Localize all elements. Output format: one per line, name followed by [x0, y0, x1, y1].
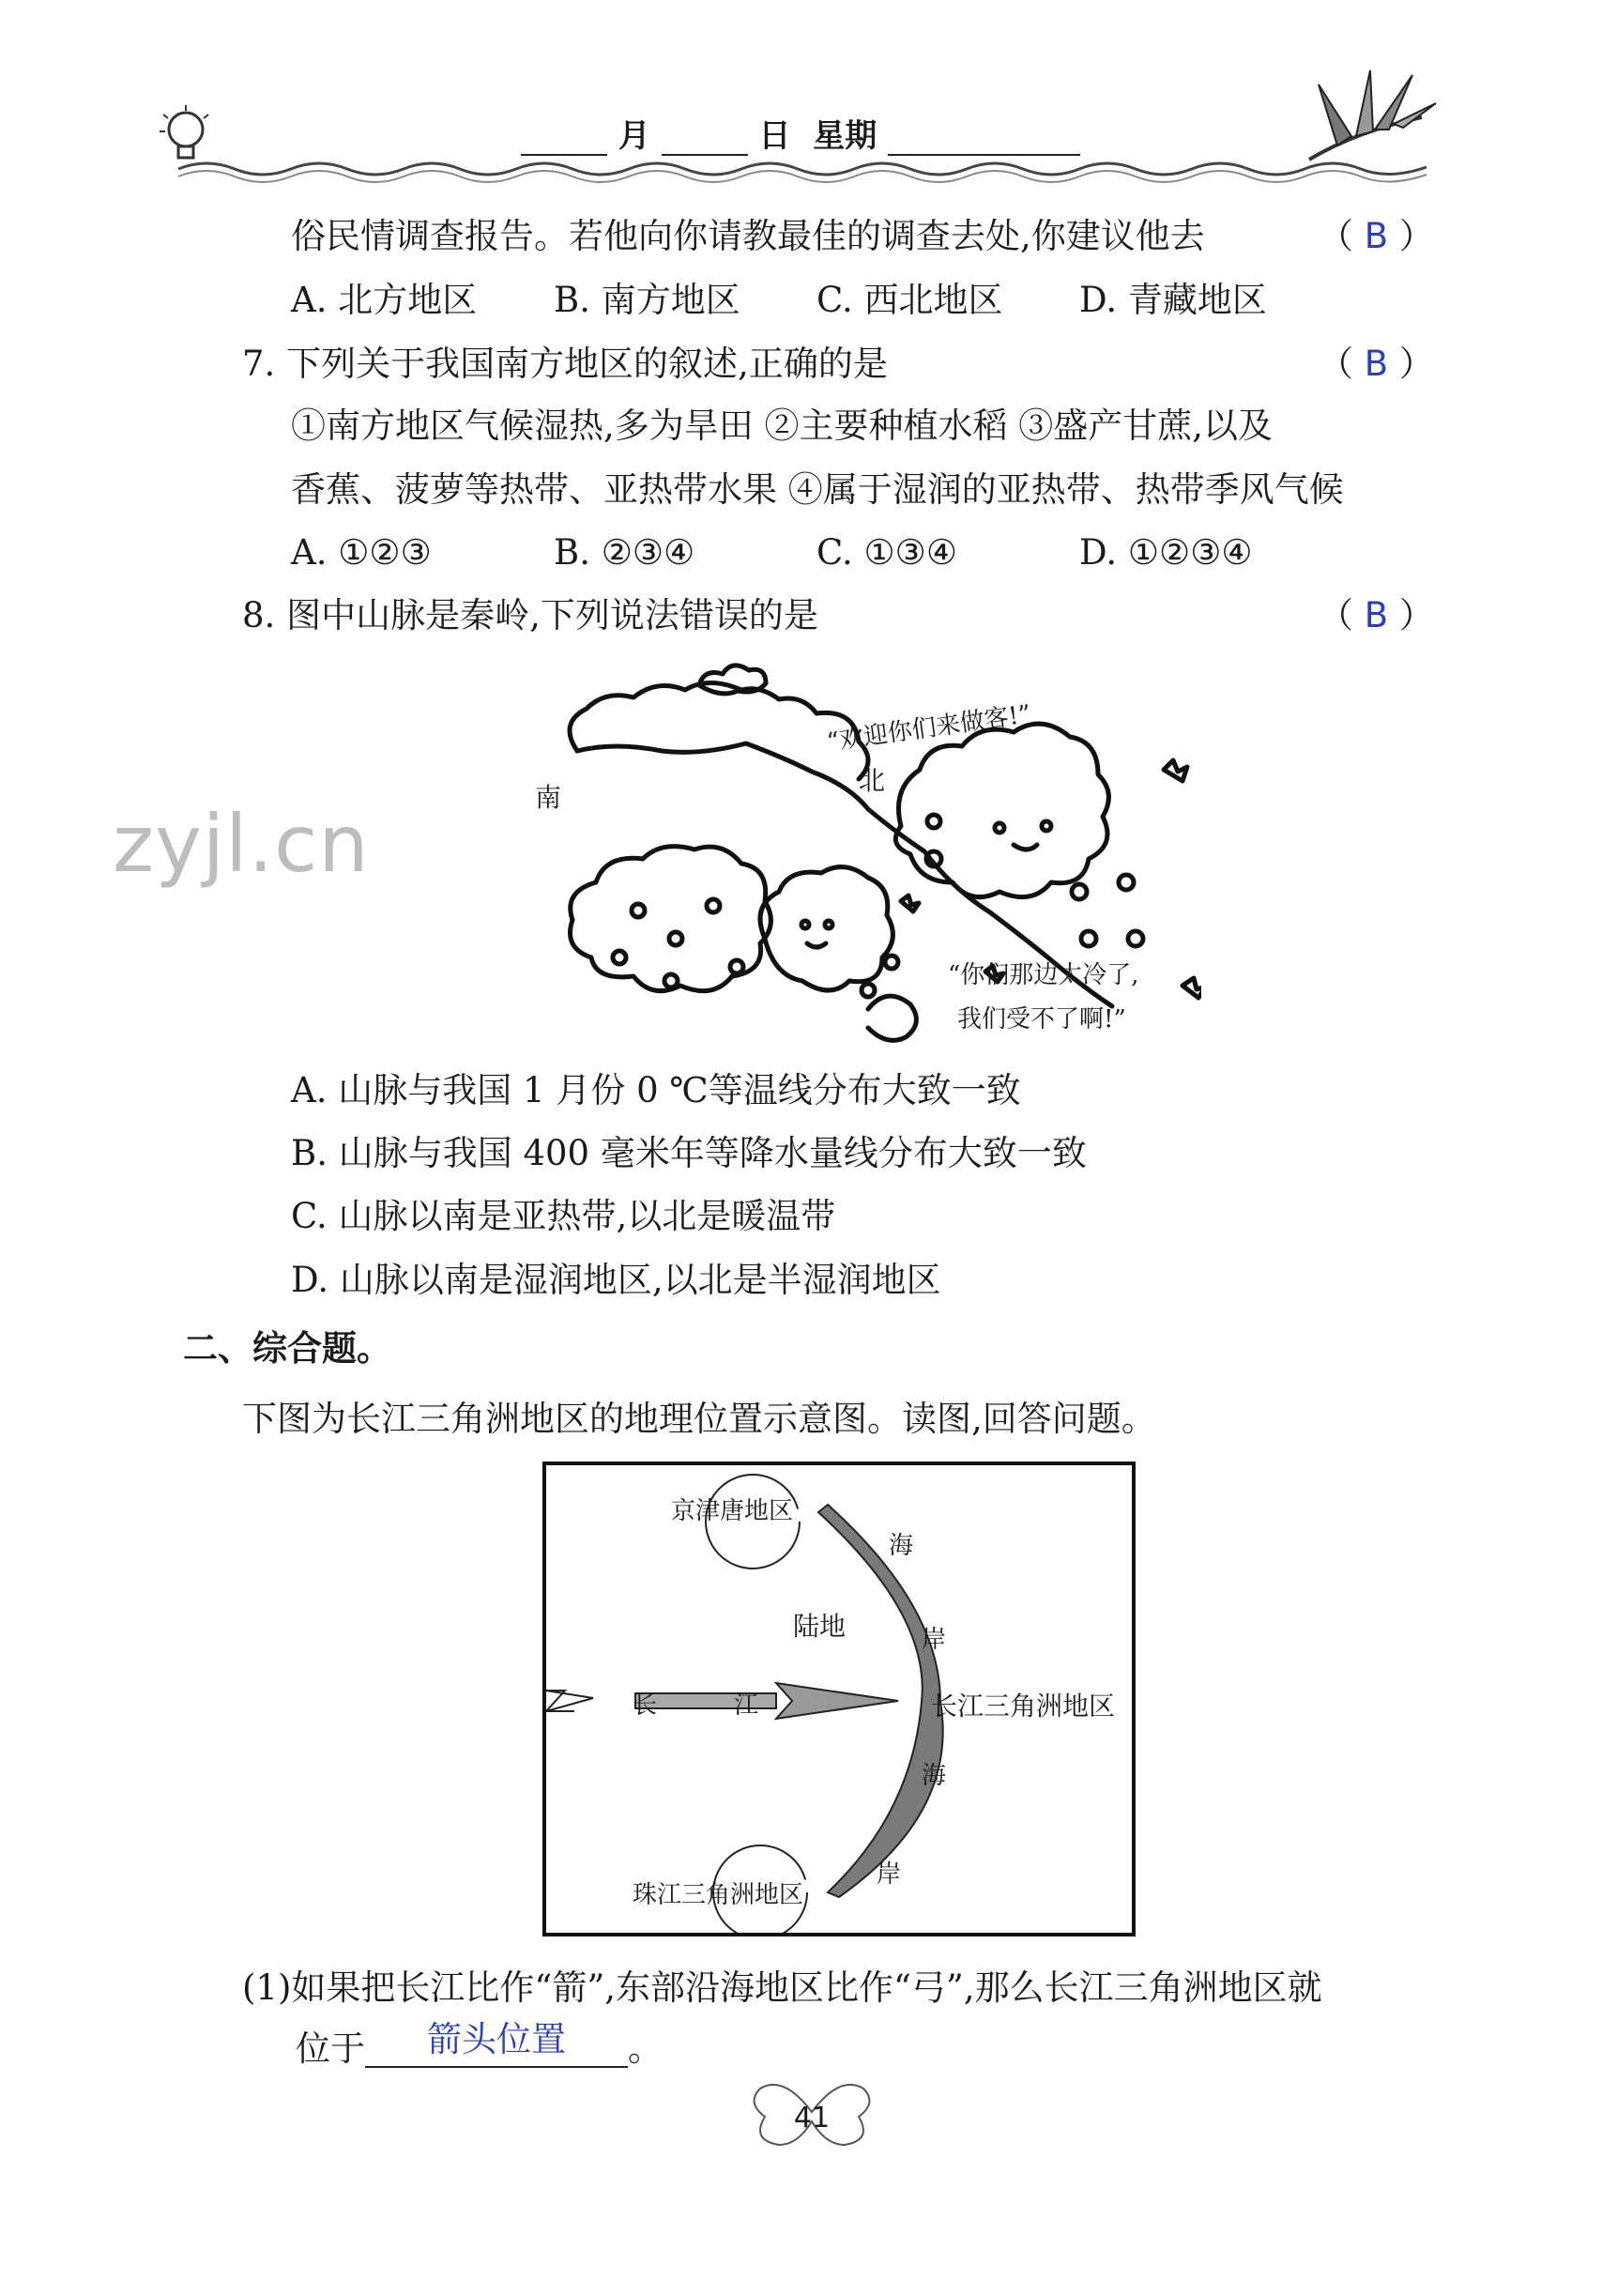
subq1-answer-line	[296, 2019, 663, 2069]
label-sea-1: 海	[889, 1532, 914, 1560]
subq1-prefix: 位于	[296, 2028, 365, 2069]
subq1-blank	[365, 2019, 628, 2068]
location-diagram	[542, 1462, 1136, 1936]
q7-option-d: D. ①②③④	[1079, 532, 1253, 573]
label-yrd: 长江三角洲地区	[931, 1691, 1116, 1722]
page-number: 41	[793, 2102, 831, 2135]
label-prd: 珠江三角洲地区	[633, 1881, 804, 1909]
q8-option-c: C. 山脉以南是亚热带,以北是暖温带	[291, 1196, 836, 1236]
q7-option-b: B. ②③④	[554, 532, 695, 573]
section2-title: 二、综合题。	[183, 1328, 391, 1369]
month-label: 月	[618, 117, 650, 155]
q8-option-b: B. 山脉与我国 400 毫米年等降水量线分布大致一致	[291, 1133, 1087, 1173]
day-blank	[662, 126, 748, 156]
subq1-stem: (1)如果把长江比作“箭”,东部沿海地区比作“弓”,那么长江三角洲地区就	[242, 1967, 1322, 2008]
lightbulb-icon	[158, 103, 214, 174]
label-north: 北	[859, 765, 886, 796]
q8-answer-bracket: （ B ）	[1319, 595, 1434, 635]
subq1-answer: 箭头位置	[427, 2019, 566, 2059]
q7-statement-line1: ①南方地区气候湿热,多为旱田 ②主要种植水稻 ③盛产甘蔗,以及	[291, 406, 1274, 446]
page-header	[0, 0, 1617, 188]
q6-option-b: B. 南方地区	[554, 280, 740, 320]
weekday-label: 星期	[813, 117, 877, 155]
q7-statement-line2: 香蕉、菠萝等热带、亚热带水果 ④属于湿润的亚热带、热带季风气候	[291, 469, 1344, 510]
label-yangtze-2: 江	[734, 1691, 759, 1720]
page-number-badge	[746, 2070, 877, 2154]
q7-answer: B	[1364, 344, 1389, 384]
label-jjt: 京津唐地区	[671, 1497, 794, 1525]
speech-south-2: 我们受不了啊!”	[957, 1005, 1126, 1033]
speech-south-1: “你们那边太冷了,	[948, 961, 1139, 989]
q6-option-a: A. 北方地区	[291, 280, 478, 320]
speech-north: “欢迎你们来做客!”	[825, 699, 1033, 758]
q6-option-d: D. 青藏地区	[1079, 280, 1267, 320]
q6-answer: B	[1364, 216, 1389, 256]
q7-answer-bracket: （ B ）	[1319, 344, 1434, 384]
label-yangtze-1: 长	[633, 1691, 658, 1720]
q6-option-c: C. 西北地区	[816, 280, 1003, 320]
label-south: 南	[535, 782, 562, 813]
q8-answer: B	[1364, 595, 1389, 635]
date-line	[521, 110, 1080, 156]
weekday-blank	[888, 126, 1080, 156]
label-shore-2: 岸	[877, 1860, 902, 1889]
q8-option-d: D. 山脉以南是湿润地区,以北是半湿润地区	[291, 1260, 941, 1300]
q7-option-a: A. ①②③	[291, 532, 432, 573]
q7-option-c: C. ①③④	[816, 532, 958, 573]
label-land: 陆地	[793, 1611, 847, 1642]
label-shore-1: 岸	[922, 1626, 947, 1654]
flower-icon	[1300, 66, 1441, 169]
qinling-cartoon	[507, 657, 1201, 1051]
q7-stem: 7. 下列关于我国南方地区的叙述,正确的是	[242, 344, 888, 384]
q8-stem: 8. 图中山脉是秦岭,下列说法错误的是	[242, 595, 818, 635]
section2-intro: 下图为长江三角洲地区的地理位置示意图。读图,回答问题。	[242, 1399, 1156, 1439]
label-sea-2: 海	[922, 1762, 947, 1790]
q6-answer-bracket: （ B ）	[1319, 216, 1434, 256]
q6-stem: 俗民情调查报告。若他向你请教最佳的调查去处,你建议他去	[291, 216, 1205, 256]
day-label: 日	[758, 117, 791, 155]
month-blank	[521, 126, 607, 156]
subq1-suffix: 。	[628, 2028, 663, 2069]
watermark: zyjl.cn	[113, 798, 370, 890]
q8-option-a: A. 山脉与我国 1 月份 0 ℃等温线分布大致一致	[291, 1070, 1021, 1110]
cartoon-drawing	[507, 657, 1201, 1051]
